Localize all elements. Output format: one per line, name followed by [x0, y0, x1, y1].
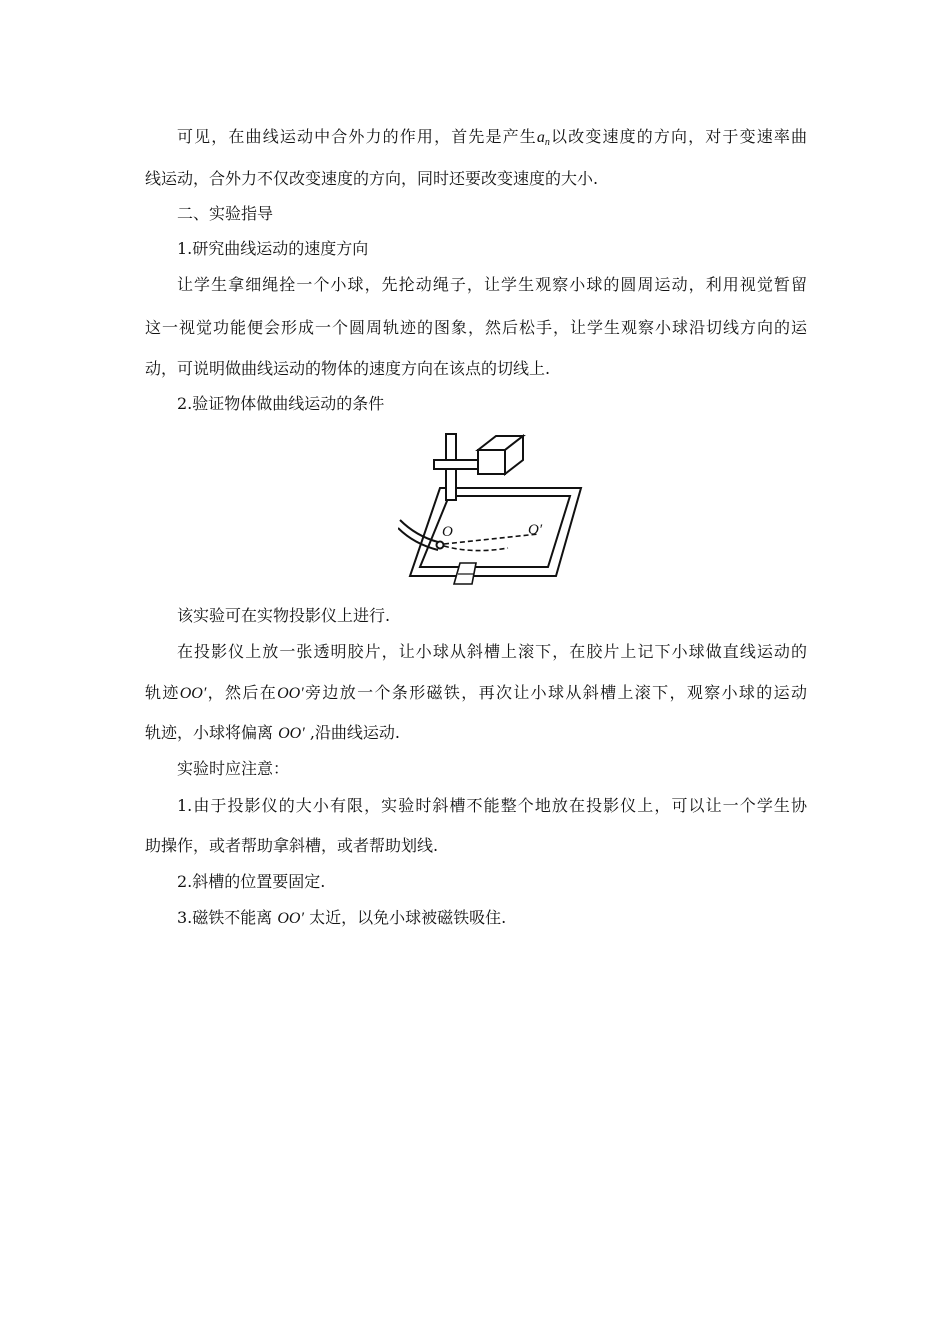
curved-trajectory	[444, 546, 508, 551]
text-run: ,沿曲线运动.	[309, 723, 400, 742]
camera-box-front	[478, 450, 505, 474]
paragraph-3: 该实验可在实物投影仪上进行.	[177, 606, 391, 625]
paragraph-2-line-2: 这一视觉功能便会形成一个圆周轨迹的图象，然后松手，让学生观察小球沿切线方向的运	[145, 318, 807, 337]
text-run: 轨迹	[145, 683, 180, 702]
text-run: 旁边放一个条形磁铁，再次让小球从斜槽上滚下，观察小球的运动	[303, 683, 807, 702]
variable-a: a	[536, 129, 545, 146]
projector-plate-outer	[410, 488, 581, 576]
note-1-line-1: 1.由于投影仪的大小有限，实验时斜槽不能整个地放在投影仪上，可以让一个学生协	[177, 796, 807, 815]
variable-a-n	[537, 129, 550, 146]
note-2: 2.斜槽的位置要固定.	[177, 872, 326, 891]
paragraph-4-line-2	[145, 683, 807, 704]
label-o-prime: O′	[528, 522, 543, 538]
item-2-title: 2.验证物体做曲线运动的条件	[177, 394, 385, 413]
paragraph-2-line-1: 让学生拿细绳拴一个小球，先抡动绳子，让学生观察小球的圆周运动，利用视觉暂留	[177, 275, 807, 294]
text-run: 以改变速度的方向，对于变速率曲	[549, 127, 807, 146]
label-oo-prime: OO′	[277, 910, 304, 927]
paragraph-4-line-3	[145, 723, 807, 744]
text-run: ，然后在	[206, 683, 278, 702]
text-run: 轨迹，小球将偏离	[145, 723, 274, 742]
ball	[437, 542, 444, 549]
label-oo-prime: OO′	[277, 685, 304, 702]
text-run: 可见，在曲线运动中合外力的作用，首先是产生	[177, 127, 537, 146]
experiment-figure	[398, 428, 588, 586]
paragraph-2-line-3: 动，可说明做曲线运动的物体的速度方向在该点的切线上.	[145, 359, 551, 378]
straight-trajectory	[444, 534, 538, 544]
variable-subscript: n	[544, 137, 550, 148]
section-title: 二、实验指导	[177, 204, 274, 223]
paragraph-4-line-1: 在投影仪上放一张透明胶片，让小球从斜槽上滚下，在胶片上记下小球做直线运动的	[177, 642, 807, 661]
text-run: 3.磁铁不能离	[177, 908, 273, 927]
label-oo-prime: OO′	[278, 725, 305, 742]
note-3	[177, 908, 807, 929]
item-1-title: 1.研究曲线运动的速度方向	[177, 239, 369, 258]
notes-title: 实验时应注意：	[177, 759, 290, 778]
label-o: O	[442, 524, 453, 540]
label-oo-prime: OO′	[179, 685, 207, 702]
paragraph-1-line-2: 线运动，合外力不仅改变速度的方向，同时还要改变速度的大小.	[145, 169, 599, 188]
paragraph-1-line-1	[177, 127, 807, 153]
note-1-line-2: 助操作，或者帮助拿斜槽，或者帮助划线.	[145, 836, 439, 855]
text-run: 太近，以免小球被磁铁吸住.	[309, 908, 507, 927]
